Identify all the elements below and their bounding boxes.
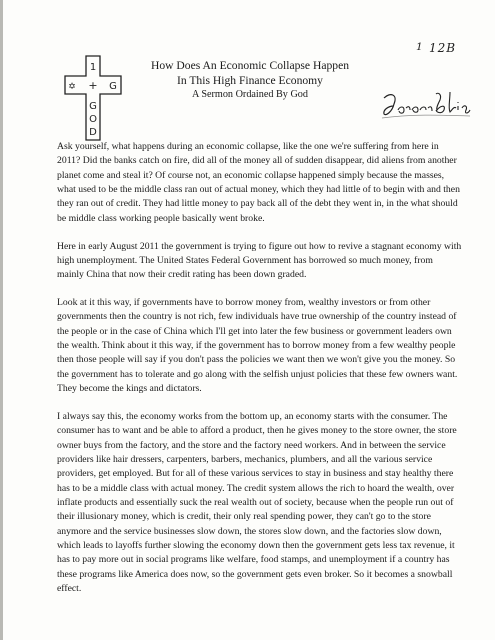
cross-letter-o: O xyxy=(89,114,97,125)
cross-letter-g-right: G xyxy=(109,81,117,92)
scan-edge-shadow xyxy=(0,0,3,640)
page-title-line-1: How Does An Economic Collapse Happen xyxy=(150,59,350,72)
cross-emblem-icon xyxy=(62,54,124,142)
body-paragraph-1: Ask yourself, what happens during an economic collapse, like the one we're suffering from here in 2011? Did the banks catch on fire, did all of the money all of sudden disappear, did aliens from another planet come and steal it? Of course not, an economic collapse happened simply because the masses, what used to be the middle class ran out of actual money, which they had little of to begin with and then they ran out of credit. They had little money to pay back all of the debt they went in, in the what should be middle class working people basically went broke. xyxy=(57,141,460,224)
cross-letter-plus: + xyxy=(88,79,98,92)
page-subtitle: A Sermon Ordained By God xyxy=(191,89,308,100)
handwritten-code: 12B xyxy=(429,41,457,55)
cross-letter-1: 1 xyxy=(89,62,97,73)
cross-letter-d: D xyxy=(89,127,97,138)
handwritten-page-number: 1 xyxy=(416,41,423,53)
body-paragraph-3: Look at it this way, if governments have to borrow money from, wealthy investors or from other governments then the country is not rich, few individuals have true ownership of the country instead of the people or in the case of China which I'll get into later the few business or government leaders own the wealth. Think about it this way, if the government has to borrow money from a few wealthy people then those people will say if you don't pass the policies we want then we won't give you the money. So the government has to tolerate and go along with the selfish unjust policies that these few owners want. They become the kings and dictators. xyxy=(57,297,458,395)
handwritten-signature xyxy=(380,88,472,122)
body-paragraph-4: I always say this, the economy works from the bottom up, an economy starts with the consumer. The consumer has to want and be able to afford a product, then he gives money to the store owner, the store owner buys from the factory, and the store and the factory need workers. And in between the service providers like hair dressers, carpenters, barbers, mechanics, plumbers, and all the various service providers, get employed. But for all of these various services to stay in business and stay healthy there has to be a middle class with actual money. The credit system allows the rich to hoard the wealth, over inflate products and essentially suck the real wealth out of society, because when the people run out of their illusionary money, which is credit, their only real spending power, they can't go to the store anymore and the service businesses slow down, the stores slow down, and the factories slow down, which leads to layoffs further slowing the economy down then the government gets less tax revenue, it has to pay more out in social programs like welfare, food stamps, and unemployment if a country has these programs like America does now, so the government gets even broker. So it becomes a snowball effect. xyxy=(57,411,457,595)
title-block xyxy=(130,58,370,102)
sermon-body xyxy=(57,140,462,610)
body-paragraph-2: Here in early August 2011 the government is trying to figure out how to revive a stagnant economy with high unemployment. The United States Federal Government has borrowed so much money, from mainly China that now their credit rating has been down graded. xyxy=(57,240,462,281)
cross-letter-g: G xyxy=(89,101,97,112)
star-of-david-icon: ✡ xyxy=(68,82,76,92)
page-title-line-2: In This High Finance Economy xyxy=(177,74,323,87)
